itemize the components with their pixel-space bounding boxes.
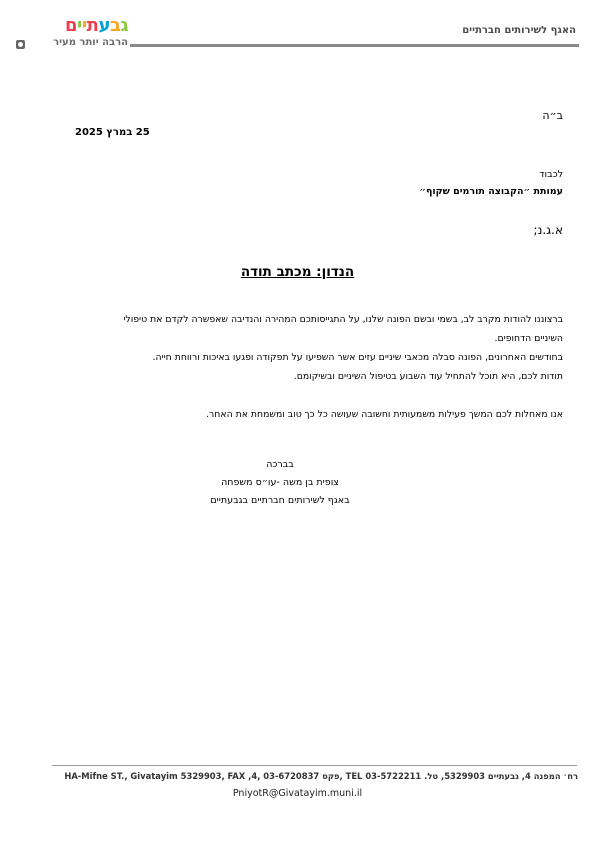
footer-address: רח׳ המפנה 4, גבעתיים 5329903, טל. 03-5722211 TEL ,פקס 03-6720837 ,4, HA-Mifne ST., Givatayim 5329903, FAX bbox=[64, 771, 578, 781]
footer-email: PniyotR@Givatayim.muni.il bbox=[232, 788, 363, 799]
bsd-mark: ב״ה bbox=[542, 109, 563, 122]
logo-letter: י bbox=[77, 15, 82, 36]
letter-subject bbox=[0, 264, 595, 280]
closing-paragraph: אנו מאחלות לכם המשך פעילות משמעותית וחשובה שעושה כל כך טוב ומשמחת את האחר. bbox=[206, 409, 563, 420]
signer-department: באגף לשירותים חברתיים בגבעתיים bbox=[210, 495, 350, 506]
subject-text: הנדון: מכתב תודה bbox=[240, 264, 355, 280]
body-line: השיניים הדחופים. bbox=[494, 333, 563, 344]
givatayim-logo bbox=[14, 15, 132, 52]
logo-letter: ע bbox=[98, 15, 110, 36]
logo-letter: ת bbox=[86, 15, 99, 36]
greeting: א.ג.נ; bbox=[533, 223, 563, 237]
logo-letter: ם bbox=[65, 15, 78, 36]
logo-wordmark bbox=[65, 15, 128, 36]
letter-body bbox=[31, 310, 563, 386]
logo-tagline: הרבה יותר מעיר bbox=[53, 37, 128, 48]
logo-letter: ג bbox=[120, 15, 128, 36]
header-divider bbox=[130, 44, 579, 47]
signer-name: צופית בן משה -עו״ס משפחה bbox=[221, 477, 339, 488]
body-line: תודות לכם, היא תוכל להתחיל עוד השבוע בטיפול השיניים ובשיקומם. bbox=[293, 371, 563, 382]
footer-divider bbox=[52, 765, 577, 766]
city-emblem-icon bbox=[16, 40, 25, 49]
signoff: בברכה bbox=[266, 459, 294, 470]
body-line: ברצוננו להודות מקרב לב, בשמי ובשם הפונה שלנו, על התגייסותכם המהירה והנדיבה שאפשרה לקדם את טיפולי bbox=[123, 314, 563, 325]
logo-letter: ב bbox=[109, 15, 121, 36]
recipient-label: לכבוד bbox=[539, 169, 563, 180]
letter-date: 25 במרץ 2025 bbox=[75, 127, 150, 138]
recipient-organization: עמותת ״הקבוצה תורמים שקוף״ bbox=[419, 186, 563, 197]
department-header: האגף לשירותים חברתיים bbox=[462, 25, 576, 36]
body-line: בחודשים האחרונים, הפונה סבלה מכאבי שיניים עזים אשר השפיעו על תפקודה ופגעו באיכות ורווחת חייה. bbox=[152, 352, 563, 363]
logo-letter: י bbox=[81, 15, 87, 36]
